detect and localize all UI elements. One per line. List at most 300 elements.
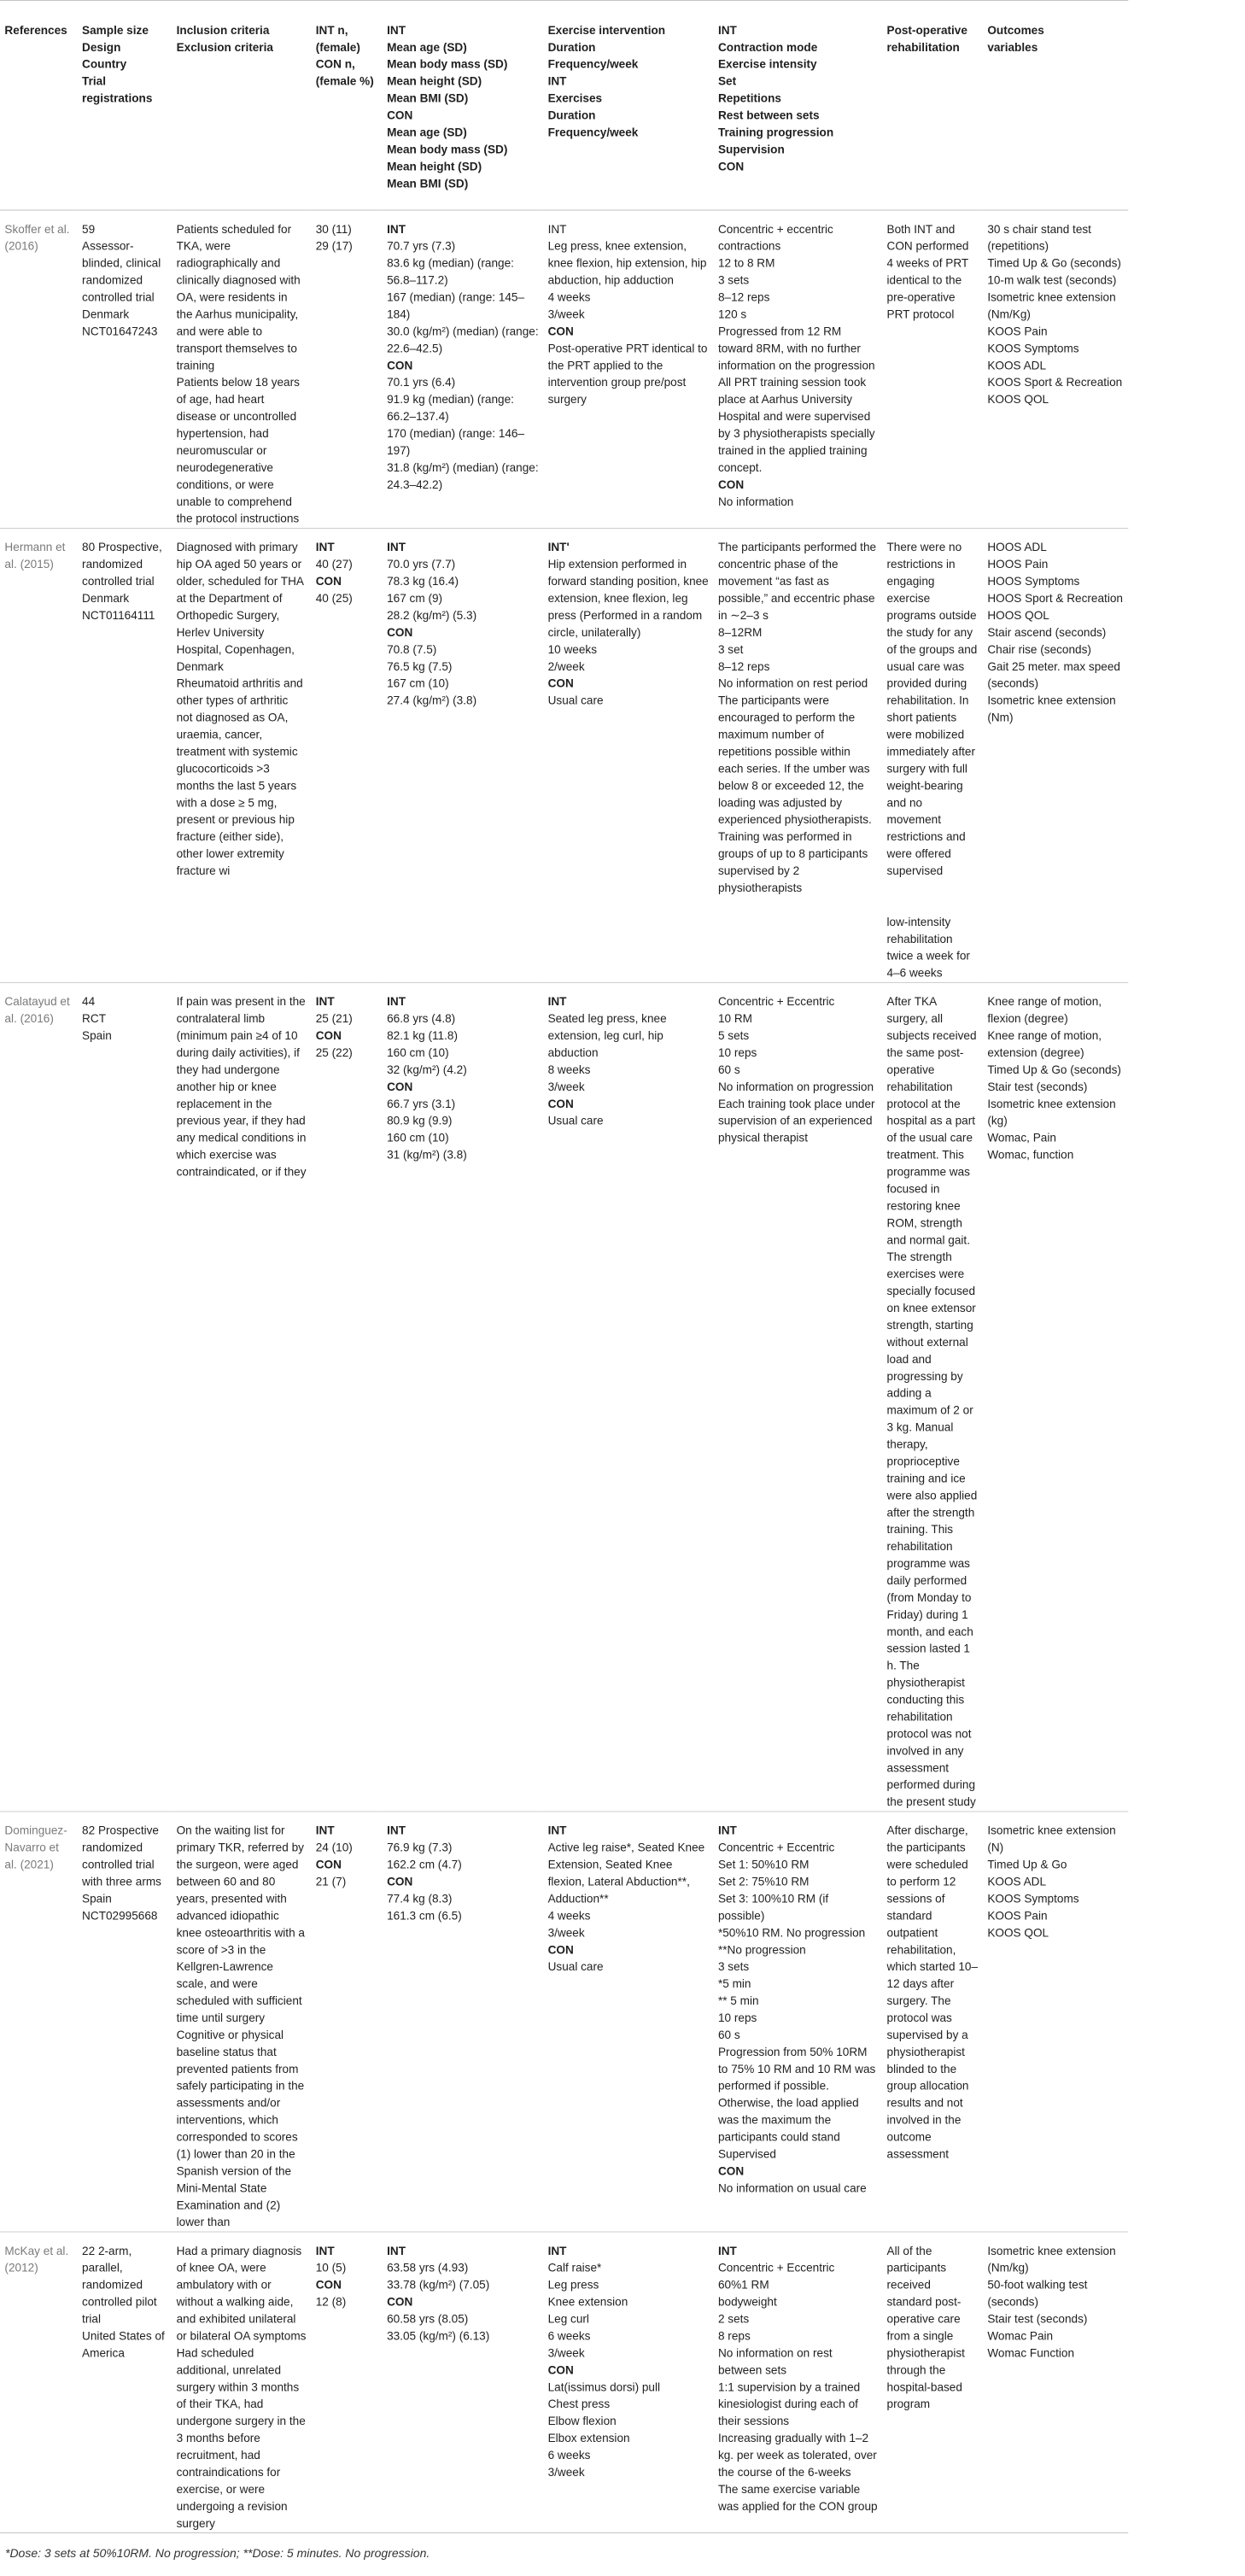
group-label: Exercise intensity [717,57,817,72]
cell-line: 10 RM [717,1012,752,1026]
cell-line: Supervised [717,2147,776,2162]
table-footnote: *Dose: 3 sets at 50%10RM. No progression; **Dose: 5 minutes. No progression. [5,2546,430,2560]
cell-line: Elbox extension [547,2432,630,2445]
cell-line [887,880,979,897]
cell-line: 24 (10) [315,1841,353,1855]
group-label: INT [387,1824,406,1838]
cell-line: Cognitive or physical baseline status that prevented patients from safely participating in the assessments and/or interventions, which corresponded to scores (1) lower than 20 in the Spanish version of the Mini-Mental State Examination and (2) lower than [176,2029,305,2229]
cell-line: All PRT training session took place at Aarhus University Hospital and were supervised by 3 physiotherapists specially trained in the applied training concept. [717,376,875,475]
cell-line: 1:1 supervision by a trained kinesiologist during each of their sessions [717,2380,861,2428]
cell-line: Chair rise (seconds) [987,643,1091,657]
group-label: Mean BMI (SD) [387,91,469,106]
cell-line: On the waiting list for primary TKR, referred by the surgeon, were aged between 60 and 80 years, presented with advanced idiopathic knee osteoarthritis with a score of >3 in the Kellgren-Lawrence scale, and were scheduled with sufficient time until surgery [176,1824,305,2025]
header-sample-size-design [78,0,172,210]
cell-n-female [311,1812,382,2232]
cell-sample-size-design [78,982,172,1812]
cell-n-female [311,982,382,1812]
table-body [0,210,1128,2533]
cell-line: All of the participants received standard post-operative care from a single physiotherapist through the hospital-based program [886,2244,965,2411]
group-label: INT n, [315,24,348,38]
cell-line: 40 (25) [315,592,353,606]
cell-references [0,2232,78,2533]
group-label: INT [717,24,737,38]
cell-line: The participants performed the concentric phase of the movement “as fast as possible,” and eccentric phase in ∼2–3 s [717,541,877,623]
cell-training-parameters [714,2232,883,2533]
cell-line: 70.0 yrs (7.7) [387,558,456,571]
cell-line: Isometric knee extension (Nm/Kg) [987,290,1116,322]
cell-n-female [311,2232,382,2533]
group-label: CON [315,1858,342,1872]
cell-line: HOOS ADL [987,541,1047,554]
table-header-row [0,0,1128,210]
cell-line: After discharge, the participants were scheduled to perform 12 sessions of standard outpatient rehabilitation, which started 10–12 days after surgery. The protocol was supervised by a physiotherapist blinded to the group allocation results and not involved in the outcome assessment [886,1824,979,2162]
group-label: Mean BMI (SD) [387,177,469,190]
cell-line: Denmark [82,307,130,322]
group-label: CON [547,325,574,339]
cell-line: 33.05 (kg/m²) (6.13) [387,2329,490,2344]
group-label: INT [717,1824,737,1838]
cell-line: Womac Pain [987,2329,1054,2344]
group-label: Post-operative [886,24,967,38]
cell-line: 8–12 reps [717,290,770,305]
cell-line: 30 s chair stand test (repetitions) [987,222,1091,254]
header-n-female [311,0,382,210]
group-label: INT [387,222,406,237]
table-row [0,528,1128,982]
cell-line: No information on usual care [717,2181,867,2195]
cell-outcome-variables [983,982,1128,1812]
header-demographics [383,0,543,210]
cell-n-female [311,528,382,982]
cell-exercise-intervention [543,1812,713,2232]
group-label: Contraction mode [717,41,818,55]
cell-line: 59 [82,222,96,237]
cell-line: 22 2-arm, parallel, randomized controlled pilot trial [82,2244,157,2327]
cell-inclusion-exclusion [172,528,311,982]
cell-references [0,982,78,1812]
cell-line: Post-operative PRT identical to the PRT applied to the intervention group pre/post surgery [547,342,708,407]
group-label: Country [82,57,127,72]
reference-citation: Skoffer et al. (2016) [4,222,70,254]
reference-citation: McKay et al. (2012) [4,2244,69,2275]
group-label: INT [387,541,406,554]
group-label: CON [387,1875,413,1889]
cell-post-operative-rehab [882,2232,983,2533]
cell-line: 31.8 (kg/m²) (median) (range: 24.3–42.2) [387,461,539,492]
cell-line: 6 weeks [547,2449,591,2462]
group-label: Mean body mass (SD) [387,143,508,157]
cell-post-operative-rehab [882,1812,983,2232]
cell-line: 4 weeks [547,290,591,305]
group-label: INT [315,541,335,554]
cell-line: NCT02995668 [82,1909,158,1923]
cell-line: 10 (5) [315,2261,347,2275]
group-label: Mean age (SD) [387,41,467,55]
cell-line: No information on progression [717,1080,874,1094]
group-label: Design [82,41,121,55]
cell-line: 30 (11) [315,222,352,237]
cell-line: 91.9 kg (median) (range: 66.2–137.4) [387,393,514,424]
cell-line: Hip extension performed in forward standing position, knee extension, knee flexion, leg press (Performed in a random circle, unilaterally) [547,558,709,640]
cell-line: 8 reps [717,2329,751,2344]
cell-line: 167 (median) (range: 145–184) [387,290,525,322]
cell-line: 78.3 kg (16.4) [387,575,459,588]
cell-line: 40 (27) [315,558,353,571]
cell-line: There were no restrictions in engaging exercise programs outside the study for any of the groups and usual care was provided during rehabilitation. In short patients were mobilized immediately after surgery with full weight-bearing and no movement restrictions and were offered supervised [886,541,978,878]
cell-line: KOOS Sport & Recreation [987,376,1123,389]
cell-line: 31 (kg/m²) (3.8) [387,1148,467,1162]
cell-sample-size-design [78,2232,172,2533]
cell-training-parameters [714,528,883,982]
table-row [0,210,1128,528]
cell-line: Isometric knee extension (kg) [987,1097,1116,1128]
cell-line [887,897,979,914]
cell-line: Knee range of motion, extension (degree) [987,1029,1102,1060]
group-label: registrations [82,91,153,106]
cell-line: 161.3 cm (6.5) [387,1909,462,1923]
group-label: References [4,24,67,38]
group-label: Exercise intervention [547,24,666,38]
cell-line: Rheumatoid arthritis and other types of arthritic not diagnosed as OA, uraemia, cancer, treatment with systemic glucocorticoids >3 months the last 5 years with a dose ≥ 5 mg, present or previous hip fracture (either side), other lower extremity fracture wi [176,676,303,878]
cell-line: 3/week [547,1926,585,1940]
cell-line: Knee extension [547,2295,628,2310]
cell-line: No information on rest period [717,676,868,691]
cell-line: Leg press, knee extension, knee flexion, hip extension, hip abduction, hip adduction [547,239,707,288]
cell-line: No information on rest between sets [717,2346,833,2377]
group-label: INT [547,1824,567,1838]
cell-line: 60 s [717,2029,740,2042]
cell-line: After TKA surgery, all subjects received the same post-operative rehabilitation protocol at the hospital as a part of the usual care treatment. This programme was focused in restoring knee ROM, strength and normal gait. The strength exercises were specially focused on knee extensor strength, starting without external load and progressing by adding a maximum of 2 or 3 kg. Manual therapy, proprioceptive training and ice were also applied after the strength training. This rehabilitation programme was daily performed (from Monday to Friday) during 1 month, and each session lasted 1 h. The physiotherapist conducting this rehabilitation protocol was not involved in any assessment performed during the present study [886,995,978,1809]
cell-line: 12 (8) [315,2295,347,2310]
cell-line: Usual care [547,694,604,708]
group-label: Supervision [717,143,785,157]
cell-line: 2/week [547,659,585,674]
group-label: INT [547,74,567,89]
cell-inclusion-exclusion [172,210,311,528]
cell-line: 27.4 (kg/m²) (3.8) [387,694,477,708]
cell-line: 25 (22) [315,1046,353,1060]
group-label: Rest between sets [717,108,820,123]
group-label: CON [717,160,745,173]
cell-line: 80 Prospective, randomized controlled trial [82,541,162,588]
group-label: CON [547,2363,574,2377]
cell-line: KOOS Pain [987,325,1048,339]
group-label: CON [547,1943,574,1957]
cell-post-operative-rehab [882,982,983,1812]
cell-line: **No progression [717,1943,806,1957]
cell-training-parameters [714,210,883,528]
group-label: CON [717,478,745,492]
group-label: CON n, [315,57,355,72]
cell-sample-size-design [78,210,172,528]
header-references [0,0,78,210]
cell-line: Knee range of motion, flexion (degree) [987,995,1102,1026]
cell-line: Seated leg press, knee extension, leg curl, hip abduction [547,1012,667,1060]
group-label: CON [547,676,574,691]
cell-line: Isometric knee extension (Nm) [987,694,1116,725]
cell-line: 160 cm (10) [387,1131,449,1145]
group-label: Mean height (SD) [387,160,482,173]
cell-inclusion-exclusion [172,1812,311,2232]
group-label: Frequency/week [547,126,639,140]
group-label: CON [387,359,413,372]
cell-line: *50%10 RM. No progression [717,1926,866,1940]
cell-line: 167 cm (9) [387,592,443,606]
cell-outcome-variables [983,210,1128,528]
header-exercise-intervention [543,0,713,210]
cell-post-operative-rehab [882,210,983,528]
reference-citation: Calatayud et al. (2016) [4,995,70,1026]
cell-line: Calf raise* [547,2261,602,2275]
cell-line: HOOS Sport & Recreation [987,592,1123,606]
cell-line: 70.8 (7.5) [387,643,437,657]
cell-line: KOOS Symptoms [987,342,1079,355]
cell-training-parameters [714,982,883,1812]
group-label: INT [717,2244,737,2258]
cell-outcome-variables [983,1812,1128,2232]
cell-line: 8–12 reps [717,659,770,674]
group-label: CON [387,108,413,123]
cell-line: bodyweight [717,2295,777,2310]
cell-line: 60.58 yrs (8.05) [387,2312,469,2327]
group-label: INT [547,995,567,1009]
reference-citation: Hermann et al. (2015) [4,541,66,571]
cell-line: Set 2: 75%10 RM [717,1875,810,1889]
table-row [0,982,1128,1812]
cell-line: Had a primary diagnosis of knee OA, were ambulatory with or without a walking aide, and exhibited unilateral or bilateral OA symptoms [176,2244,307,2344]
group-label: Exercises [547,91,603,106]
reference-citation: Dominguez-Navarro et al. (2021) [4,1824,67,1872]
cell-demographics [383,1812,543,2232]
cell-line: HOOS Symptoms [987,575,1080,588]
cell-line: NCT01164111 [82,609,155,623]
cell-sample-size-design [78,1812,172,2232]
cell-line: If pain was present in the contralateral limb (minimum pain ≥4 of 10 during daily activities), if they had undergone another hip or knee replacement in the previous year, if they had any medical conditions in which exercise was contraindicated, or if they [176,995,307,1180]
cell-line: Increasing gradually with 1–2 kg. per week as tolerated, over the course of the 6-weeks [717,2432,877,2479]
cell-line: Leg press [547,2278,599,2292]
group-label: variables [987,41,1038,55]
cell-line: KOOS ADL [987,359,1047,372]
cell-demographics [383,2232,543,2533]
group-label: Duration [547,41,596,55]
cell-line: RCT [82,1012,106,1026]
cell-line: 60 s [717,1063,740,1077]
group-label: Repetitions [717,91,781,106]
cell-line: 50-foot walking test (seconds) [987,2278,1088,2310]
cell-line: 10 reps [717,2011,757,2025]
cell-line: Denmark [82,592,130,606]
cell-line: 30.0 (kg/m²) (median) (range: 22.6–42.5) [387,325,539,355]
cell-line: The same exercise variable was applied for the CON group [717,2483,878,2514]
header-training-parameters [714,0,883,210]
cell-line: Usual care [547,1960,604,1974]
cell-training-parameters [714,1812,883,2232]
cell-line: 33.78 (kg/m²) (7.05) [387,2278,490,2292]
cell-line: 167 cm (10) [387,676,449,691]
cell-line: Womac, Pain [987,1131,1056,1145]
cell-line: Both INT and CON performed 4 weeks of PRT identical to the pre-operative PRT protocol [886,222,969,322]
group-label: (female %) [315,74,374,89]
cell-outcome-variables [983,2232,1128,2533]
cell-line: 10 reps [717,1046,757,1060]
cell-line: Timed Up & Go [987,1858,1067,1872]
cell-line: 70.7 yrs (7.3) [387,239,456,254]
cell-line: NCT01647243 [82,325,158,339]
cell-line: 66.8 yrs (4.8) [387,1012,456,1026]
table-row [0,2232,1128,2533]
cell-line: Concentric + eccentric contractions [717,222,833,254]
cell-line: The participants were encouraged to perform the maximum number of repetitions possible within each series. If the umber was below 8 or exceeded 12, the loading was adjusted by experienced physiotherapists. [717,694,872,827]
cell-line: 3/week [547,307,585,322]
group-label: INT [387,995,406,1009]
cell-line: 63.58 yrs (4.93) [387,2261,469,2275]
group-label: INT [387,24,406,38]
cell-line: 76.5 kg (7.5) [387,659,453,674]
group-label: Duration [547,108,596,123]
group-label: CON [387,2295,413,2310]
cell-line: 10 weeks [547,643,598,657]
group-label: CON [387,626,413,640]
cell-line: Gait 25 meter. max speed (seconds) [987,659,1120,691]
group-label: INT' [547,541,570,554]
cell-line: 162.2 cm (4.7) [387,1858,462,1872]
cell-line: 44 [82,995,96,1009]
cell-line: Training was performed in groups of up to 8 participants supervised by 2 physiotherapists [717,830,868,895]
group-label: INT [315,2244,335,2258]
cell-line: 3/week [547,1080,585,1094]
cell-line: 6 weeks [547,2329,591,2344]
group-label: INT [547,2244,567,2258]
cell-line: Usual care [547,1114,604,1128]
group-label: CON [717,2164,745,2179]
group-label: Outcomes [987,24,1044,38]
cell-line: *5 min [717,1977,751,1991]
cell-line: Womac, function [987,1148,1074,1162]
cell-line: Progressed from 12 RM toward 8RM, with no further information on the progression [717,325,875,372]
cell-line: 32 (kg/m²) (4.2) [387,1063,467,1077]
cell-line: Stair test (seconds) [987,2312,1088,2327]
cell-demographics [383,210,543,528]
cell-line: Diagnosed with primary hip OA aged 50 years or older, scheduled for THA at the Department of Orthopedic Surgery, Herlev University Hospital, Copenhagen, Denmark [176,541,304,674]
cell-line: 3/week [547,2466,585,2479]
cell-line: Concentric + Eccentric [717,2261,835,2275]
cell-line: Concentric + Eccentric [717,1841,835,1855]
group-label: Set [717,74,737,89]
group-label: CON [547,1097,574,1111]
cell-line: Isometric knee extension (N) [987,1824,1116,1855]
group-label: (female) [315,41,360,55]
group-label: INT [315,995,335,1009]
cell-line: 82 Prospective randomized controlled trial with three arms [82,1824,161,1889]
group-label: CON [315,2278,342,2292]
group-label: Mean body mass (SD) [387,57,508,72]
cell-outcome-variables [983,528,1128,982]
group-label: rehabilitation [886,41,960,55]
cell-line: KOOS Symptoms [987,1892,1079,1906]
cell-line: 77.4 kg (8.3) [387,1892,453,1906]
cell-line: 25 (21) [315,1012,353,1026]
cell-line: 80.9 kg (9.9) [387,1114,453,1128]
cell-line: KOOS QOL [987,393,1049,407]
group-label: Trial [82,74,107,89]
cell-line: Patients below 18 years of age, had heart disease or uncontrolled hypertension, had neuromuscular or neurodegenerative conditions, or were unable to comprehend the protocol instructions [176,376,300,526]
cell-line: 29 (17) [315,239,353,254]
cell-line: 21 (7) [315,1875,347,1889]
cell-references [0,210,78,528]
cell-line: 5 sets [717,1029,750,1043]
cell-exercise-intervention [543,528,713,982]
cell-line: Stair ascend (seconds) [987,626,1107,640]
cell-line: Patients scheduled for TKA, were radiographically and clinically diagnosed with OA, were residents in the Aarhus municipality, and were able to transport themselves to training [176,222,301,372]
cell-line: 60%1 RM [717,2278,769,2292]
cell-line: 70.1 yrs (6.4) [387,376,456,389]
group-label: Frequency/week [547,57,639,72]
cell-line: Active leg raise*, Seated Knee Extension, Seated Knee flexion, Lateral Abduction**, Adduction** [547,1841,705,1906]
cell-line: 82.1 kg (11.8) [387,1029,458,1043]
cell-line: Each training took place under supervision of an experienced physical therapist [717,1097,875,1145]
cell-line: 10-m walk test (seconds) [987,273,1117,288]
group-label: CON [387,1080,413,1094]
cell-post-operative-rehab [882,528,983,982]
cell-line: Womac Function [987,2346,1075,2361]
cell-line: HOOS QOL [987,609,1049,623]
group-label: CON [315,575,342,588]
cell-line: 83.6 kg (median) (range: 56.8–117.2) [387,256,514,288]
group-label: Training progression [717,126,834,140]
cell-line: Spain [82,1029,112,1043]
cell-exercise-intervention [543,2232,713,2533]
cell-n-female [311,210,382,528]
cell-line: 8 weeks [547,1063,591,1077]
cell-line: 2 sets [717,2312,750,2327]
group-label: INT [315,1824,335,1838]
cell-line: 28.2 (kg/m²) (5.3) [387,609,477,623]
cell-line: Isometric knee extension (Nm/kg) [987,2244,1116,2275]
cell-references [0,1812,78,2232]
header-outcome-variables [983,0,1128,210]
cell-line: Spain [82,1892,112,1906]
cell-line: 12 to 8 RM [717,256,775,271]
cell-line: 66.7 yrs (3.1) [387,1097,456,1111]
cell-demographics [383,982,543,1812]
cell-line: Assessor-blinded, clinical randomized controlled trial [82,239,161,305]
table-row [0,1812,1128,2232]
cell-line: 76.9 kg (7.3) [387,1841,453,1855]
cell-line: low-intensity rehabilitation twice a week for 4–6 weeks [886,916,970,981]
cell-line: Elbow flexion [547,2415,617,2428]
cell-line: Progression from 50% 10RM to 75% 10 RM and 10 RM was performed if possible. Otherwise, the load applied was the maximum the participants could stand [717,2046,876,2145]
cell-line: Set 1: 50%10 RM [717,1858,810,1872]
cell-line: HOOS Pain [987,558,1049,571]
cell-line: Set 3: 100%10 RM (if possible) [717,1892,829,1923]
cell-exercise-intervention [543,210,713,528]
cell-inclusion-exclusion [172,982,311,1812]
cell-line: KOOS QOL [987,1926,1049,1940]
group-label: Mean age (SD) [387,126,467,140]
cell-line: Concentric + Eccentric [717,995,835,1009]
cell-references [0,528,78,982]
cell-exercise-intervention [543,982,713,1812]
cell-line: 3 set [717,643,744,657]
cell-line: Lat(issimus dorsi) pull [547,2380,661,2394]
cell-demographics [383,528,543,982]
cell-line: 120 s [717,307,747,322]
group-label: CON [315,1029,342,1043]
group-label: Exclusion criteria [176,41,273,55]
cell-line: Timed Up & Go (seconds) [987,1063,1121,1077]
cell-line: 4 weeks [547,1909,591,1923]
cell-line: KOOS ADL [987,1875,1047,1889]
